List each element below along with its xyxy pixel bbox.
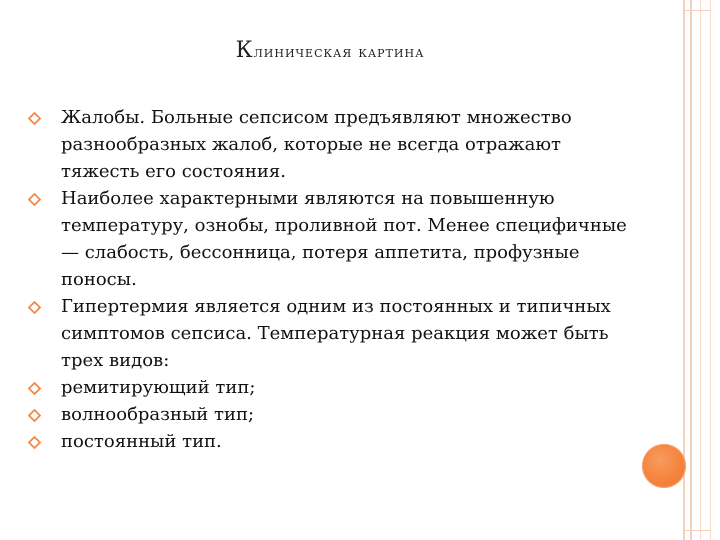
diamond-outline-icon — [28, 436, 41, 449]
frame-line — [690, 0, 692, 540]
bullet-item — [28, 185, 628, 293]
frame-line — [710, 0, 711, 540]
bullet-text: волнообразный тип; — [61, 404, 255, 425]
bullet-item — [28, 374, 628, 401]
bullet-text: Гипертермия является одним из постоянных и типичных симптомов сепсиса. Температурная реакция может быть трех видов: — [61, 296, 611, 371]
frame-line — [700, 0, 701, 540]
diamond-outline-icon — [28, 409, 41, 422]
bullet-text: Наиболее характерными являются на повышенную температуру, ознобы, проливной пот. Менее специфичные — слабость, бессонница, потеря аппетита, профузные поносы. — [61, 188, 627, 290]
bullet-text: Жалобы. Больные сепсисом предъявляют множество разнообразных жалоб, которые не всегда отражают тяжесть его состояния. — [61, 107, 572, 182]
bullet-item — [28, 104, 628, 185]
orange-circle-decoration — [642, 444, 686, 488]
frame-bottom-line — [683, 530, 711, 531]
bullet-item — [28, 428, 628, 455]
frame-top-line — [683, 10, 711, 11]
diamond-outline-icon — [28, 301, 41, 314]
bullet-item — [28, 401, 628, 428]
bullet-item — [28, 293, 628, 374]
bullet-text: постоянный тип. — [61, 431, 222, 452]
diamond-outline-icon — [28, 112, 41, 125]
title-rest: линическая картина — [253, 42, 425, 61]
bullet-list — [28, 104, 628, 455]
diamond-outline-icon — [28, 193, 41, 206]
slide-title — [0, 38, 660, 63]
diamond-outline-icon — [28, 382, 41, 395]
bullet-text: ремитирующий тип; — [61, 377, 256, 398]
title-first-letter: К — [235, 38, 254, 63]
